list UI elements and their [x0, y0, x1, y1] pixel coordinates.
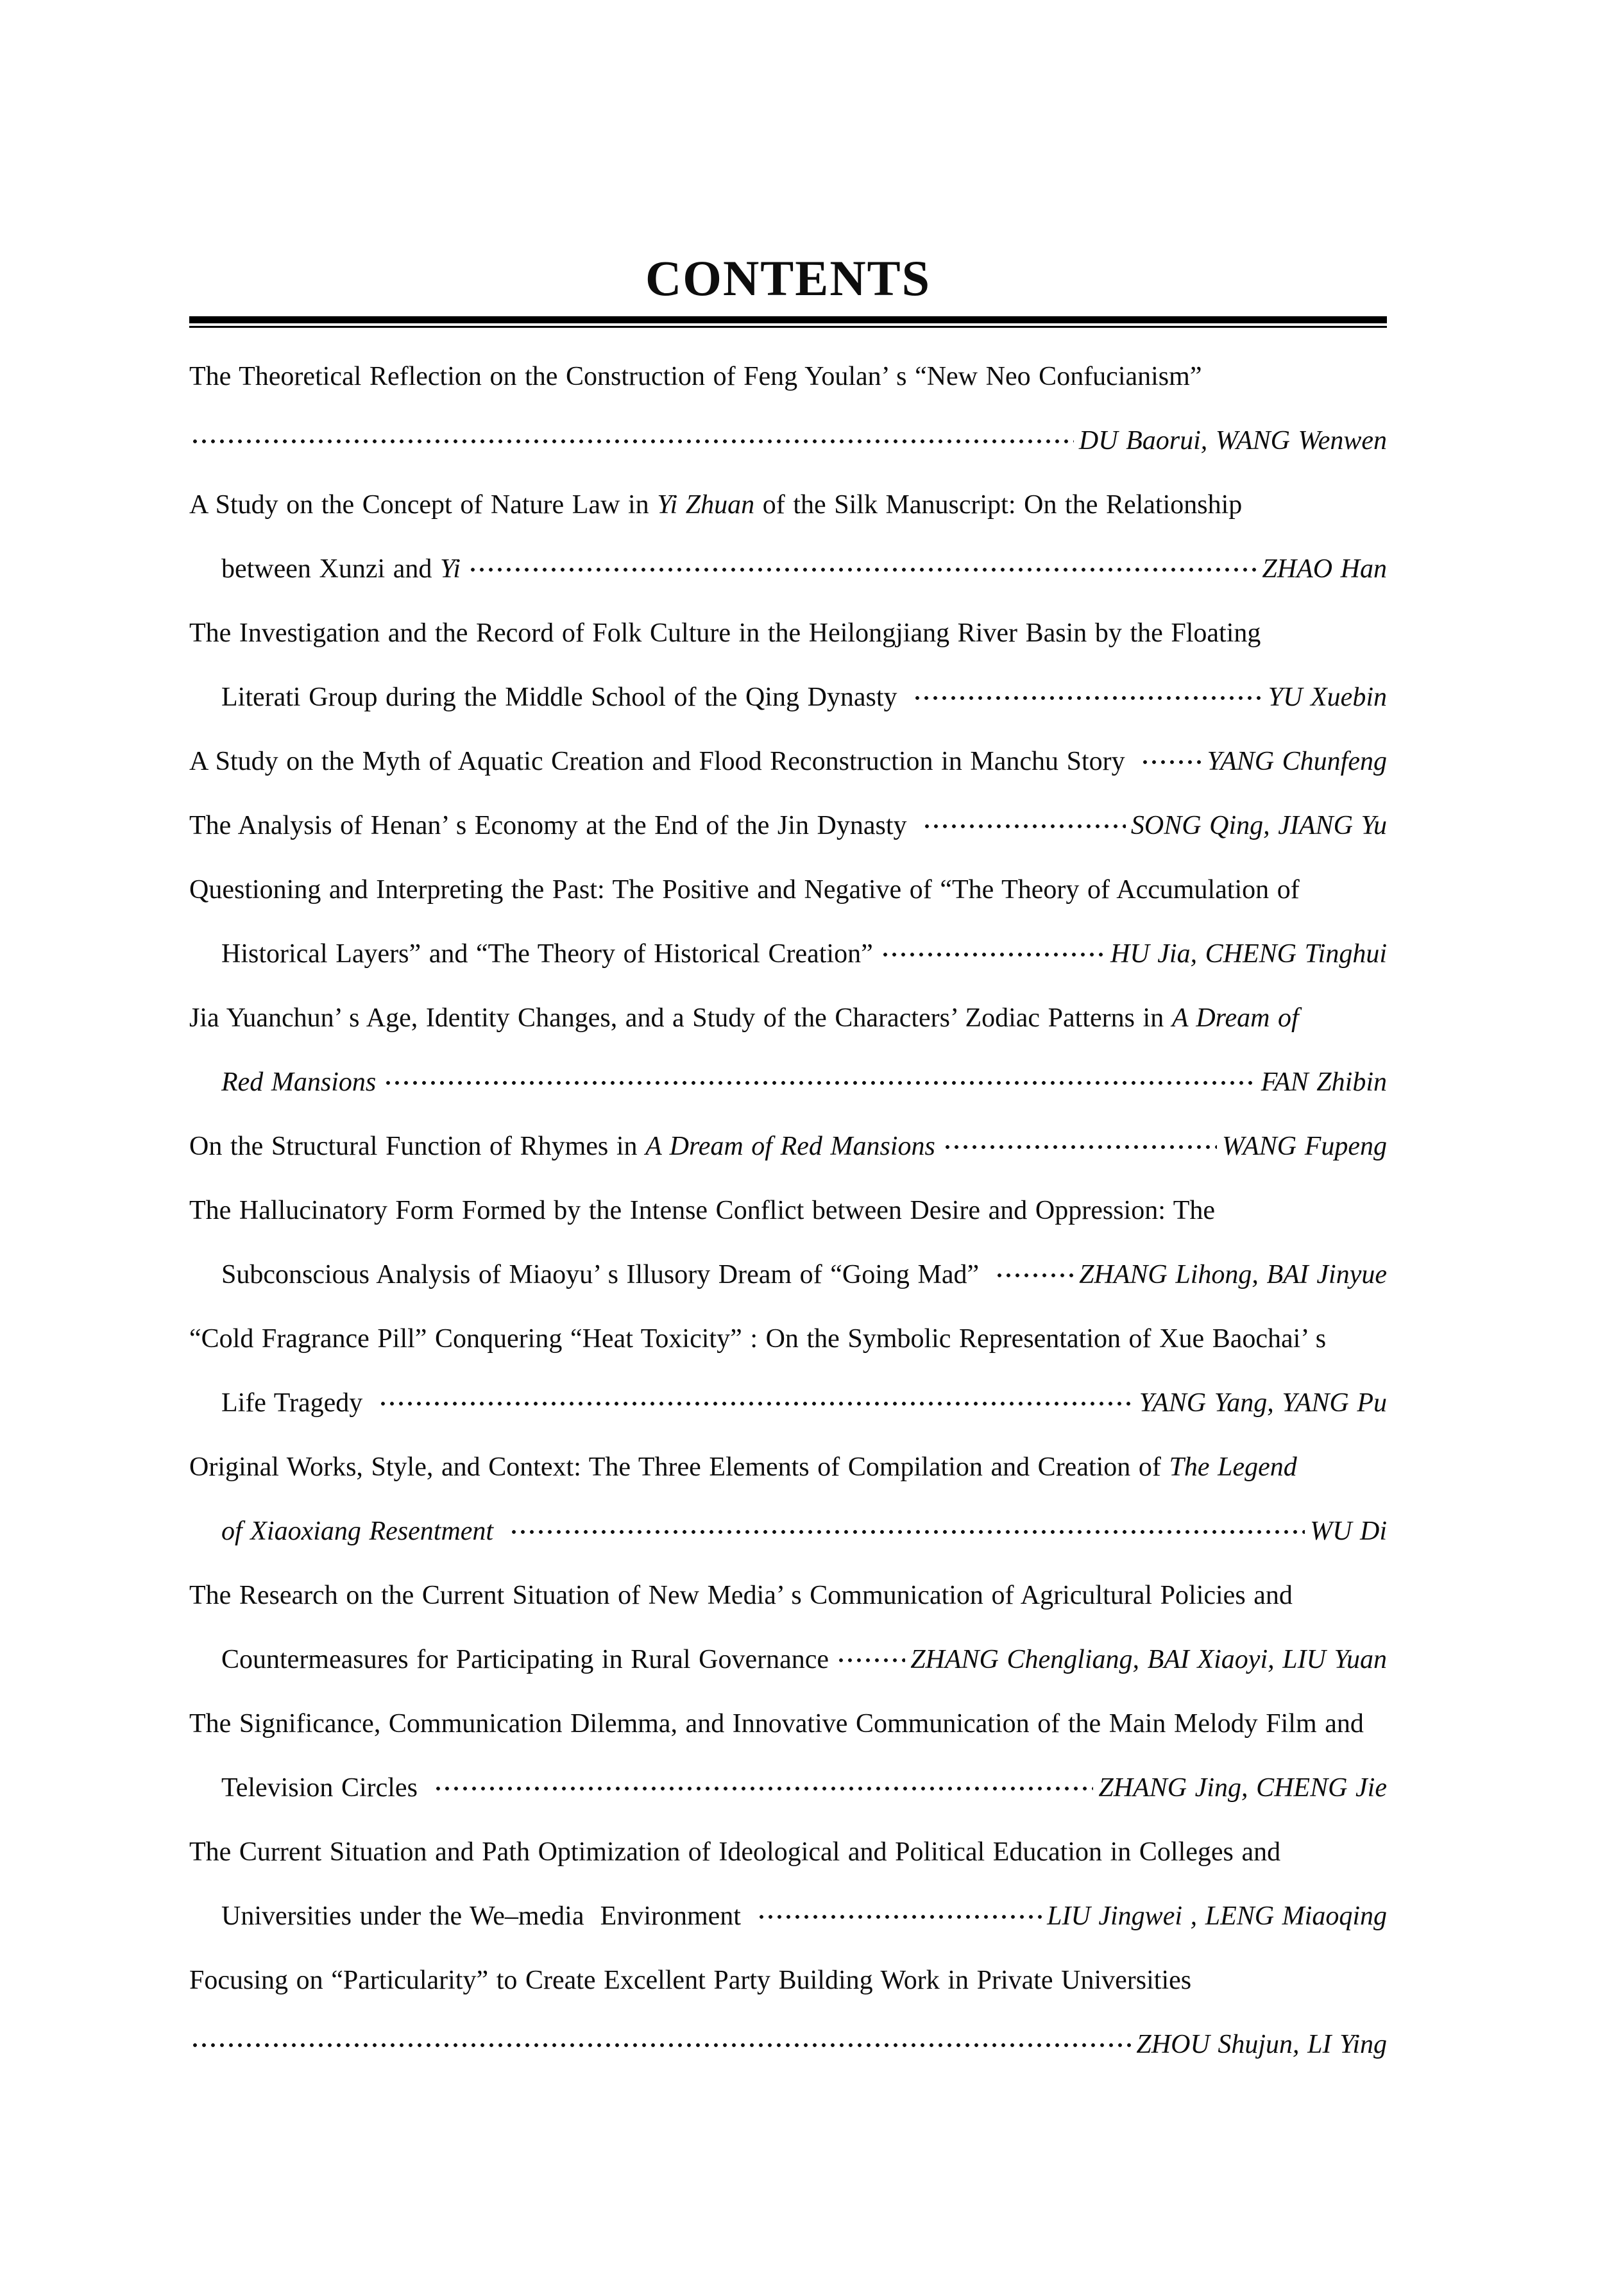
authors: ZHAO Han — [1262, 554, 1387, 584]
toc-entry-line — [189, 473, 1387, 537]
toc-entry-line — [189, 1820, 1387, 1884]
dot-leader — [468, 565, 1257, 574]
authors: DU Baorui, WANG Wenwen — [1078, 426, 1387, 455]
entry-title-text: Television Circles — [221, 1773, 426, 1803]
authors: YU Xuebin — [1268, 683, 1387, 712]
dot-leader — [922, 822, 1126, 831]
entry-title-text: Jia Yuanchun’ s Age, Identity Changes, and a Study of the Characters’ Zodiac Patterns in — [189, 1003, 1172, 1033]
authors: FAN Zhibin — [1261, 1067, 1387, 1097]
toc-entry-line — [189, 409, 1387, 473]
authors: ZHOU Shujun, LI Ying — [1136, 2030, 1387, 2059]
entry-title-text: Original Works, Style, and Context: The Three Elements of Compilation and Creation of — [189, 1452, 1169, 1482]
dot-leader — [378, 1399, 1134, 1408]
toc-entry-line — [189, 1756, 1387, 1820]
entry-title-text: The Significance, Communication Dilemma, and Innovative Communication of the Main Melody Film and — [189, 1709, 1364, 1739]
dot-leader — [509, 1527, 1305, 1536]
entry-title-text: Subconscious Analysis of Miaoyu’ s Illusory Dream of “Going Mad” — [221, 1260, 987, 1289]
authors: ZHANG Lihong, BAI Jinyue — [1079, 1260, 1387, 1289]
toc-entry-line — [189, 1563, 1387, 1628]
page-title: CONTENTS — [645, 250, 931, 306]
authors: SONG Qing, JIANG Yu — [1130, 811, 1387, 840]
authors: LIU Jingwei , LENG Miaoqing — [1047, 1901, 1387, 1931]
work-title-italic: The Legend — [1169, 1452, 1297, 1482]
dot-leader — [837, 1656, 905, 1665]
dot-leader — [434, 1784, 1094, 1793]
entry-title-text: The Analysis of Henan’ s Economy at the End of the Jin Dynasty — [189, 811, 915, 840]
dot-leader — [384, 1078, 1256, 1087]
dot-leader — [943, 1143, 1217, 1152]
entry-title-text: The Research on the Current Situation of New Media’ s Communication of Agricultural Policies and — [189, 1581, 1293, 1610]
authors: WU Di — [1310, 1517, 1387, 1546]
dot-leader — [881, 950, 1105, 959]
entry-title-text: of the Silk Manuscript: On the Relationship — [754, 490, 1243, 520]
authors: HU Jia, CHENG Tinghui — [1110, 939, 1387, 969]
entry-title-text: The Theoretical Reflection on the Construction of Feng Youlan’ s “New Neo Confucianism” — [189, 362, 1202, 391]
entry-title-text: Life Tragedy — [221, 1388, 371, 1418]
entry-title-text: “Cold Fragrance Pill” Conquering “Heat Toxicity” : On the Symbolic Representation of Xue Baochai’ s — [189, 1324, 1327, 1354]
dot-leader — [995, 1271, 1074, 1280]
dot-leader — [1141, 758, 1202, 767]
toc-entry-line — [189, 794, 1387, 858]
toc-entry-line — [189, 1692, 1387, 1756]
toc-entry-line — [189, 986, 1387, 1050]
page-content — [189, 0, 1387, 2296]
entry-title-text: The Current Situation and Path Optimization of Ideological and Political Education in Colleges and — [189, 1837, 1281, 1867]
authors: YANG Chunfeng — [1207, 747, 1387, 776]
toc-entry-line — [189, 1243, 1387, 1307]
entry-title-text: Literati Group during the Middle School of the Qing Dynasty — [221, 683, 906, 712]
work-title-italic: Yi Zhuan — [657, 490, 755, 520]
dot-leader — [191, 2041, 1131, 2050]
entry-title-text: On the Structural Function of Rhymes in — [189, 1132, 646, 1161]
work-title-italic: A Dream of Red Mansions — [645, 1132, 935, 1161]
toc-entry-line — [189, 729, 1387, 794]
work-title-italic: Yi — [440, 554, 461, 584]
authors: WANG Fupeng — [1222, 1132, 1387, 1161]
toc-entry-line — [189, 1371, 1387, 1435]
entry-title-text: between Xunzi and — [221, 554, 441, 584]
work-title-italic: Red Mansions — [221, 1067, 377, 1097]
entry-title-text: Countermeasures for Participating in Rural Governance — [221, 1645, 829, 1674]
entry-title-text: The Hallucinatory Form Formed by the Intense Conflict between Desire and Oppression: The — [189, 1196, 1216, 1225]
toc-lines — [189, 344, 1387, 2077]
authors: YANG Yang, YANG Pu — [1139, 1388, 1387, 1418]
dot-leader — [191, 437, 1074, 446]
toc-entry-line — [189, 1114, 1387, 1178]
toc-entry-line — [189, 665, 1387, 729]
entry-title-text: Historical Layers” and “The Theory of Historical Creation” — [221, 939, 873, 969]
toc-entry-line — [189, 1499, 1387, 1563]
toc-entry-line — [189, 1307, 1387, 1371]
work-title-italic: of Xiaoxiang Resentment — [221, 1517, 502, 1546]
title-rule-thin — [189, 326, 1387, 328]
entry-title-text: The Investigation and the Record of Folk Culture in the Heilongjiang River Basin by the Floating — [189, 618, 1261, 648]
entry-title-text: Focusing on “Particularity” to Create Excellent Party Building Work in Private Universities — [189, 1966, 1192, 1995]
authors: ZHANG Chengliang, BAI Xiaoyi, LIU Yuan — [910, 1645, 1387, 1674]
title-rule-thick — [189, 316, 1387, 323]
authors: ZHANG Jing, CHENG Jie — [1098, 1773, 1387, 1803]
dot-leader — [757, 1912, 1042, 1921]
toc-entry-line — [189, 1884, 1387, 1948]
toc-entry-line — [189, 1948, 1387, 2012]
toc-entry-line — [189, 344, 1387, 409]
entry-title-text: A Study on the Concept of Nature Law in — [189, 490, 658, 520]
toc-entry-line — [189, 858, 1387, 922]
toc-entry-line — [189, 2012, 1387, 2077]
work-title-italic: A Dream of — [1171, 1003, 1299, 1033]
toc-entry-line — [189, 1435, 1387, 1499]
toc-entry-line — [189, 1178, 1387, 1243]
entry-title-text: A Study on the Myth of Aquatic Creation and Flood Reconstruction in Manchu Story — [189, 747, 1134, 776]
toc-entry-line — [189, 537, 1387, 601]
dot-leader — [913, 693, 1263, 702]
entry-title-text: Questioning and Interpreting the Past: The Positive and Negative of “The Theory of Accumulation of — [189, 875, 1300, 905]
toc-entry-line — [189, 922, 1387, 986]
toc-entry-line — [189, 601, 1387, 665]
toc-entry-line — [189, 1050, 1387, 1114]
toc-entry-line — [189, 1628, 1387, 1692]
entry-title-text: Universities under the We–media Environment — [221, 1901, 749, 1931]
